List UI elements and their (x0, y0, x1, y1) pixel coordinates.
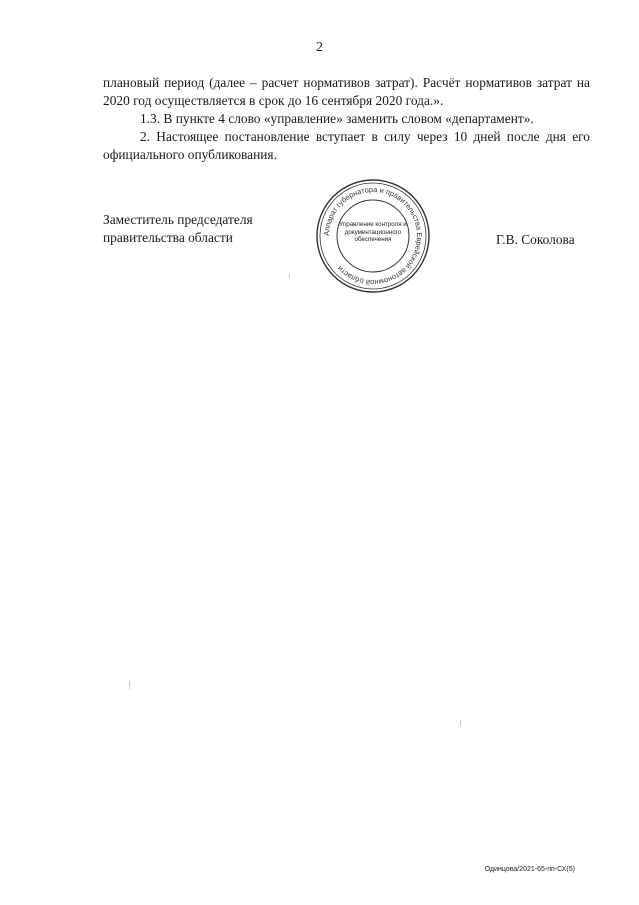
official-seal (315, 178, 431, 294)
paragraph-item-1-3: 1.3. В пункте 4 слово «управление» заменить словом «департамент». (140, 111, 534, 126)
scan-speck (129, 681, 130, 689)
signer-title (103, 211, 253, 247)
document-body (103, 74, 590, 164)
signer-name: Г.В. Соколова (496, 232, 575, 247)
paragraph-continuation: плановый период (далее – расчет нормативов затрат). Расчёт нормативов затрат на 2020 год осуществляется в срок до 16 сентября 2020 года.». (103, 75, 590, 108)
seal-center-line-3: обеспечения (354, 236, 392, 244)
paragraph-item-2: 2. Настоящее постановление вступает в силу через 10 дней после дня его официального опубликования. (103, 129, 590, 162)
signer-title-line-1: Заместитель председателя (103, 212, 253, 227)
scan-speck (460, 720, 461, 726)
seal-center-text (337, 221, 409, 244)
page-number: 2 (316, 40, 323, 55)
footer-reference: Одинцова/2021-65-пп-СХ(5) (484, 866, 575, 873)
seal-center-line-2: документационного (344, 228, 402, 236)
scan-speck (289, 273, 290, 278)
seal-center-line-1: Управление контроля и (339, 221, 407, 228)
seal-ring-text: Аппарат губернатора и правительства Еврейской автономной области (321, 184, 425, 288)
signer-title-line-2: правительства области (103, 230, 233, 245)
